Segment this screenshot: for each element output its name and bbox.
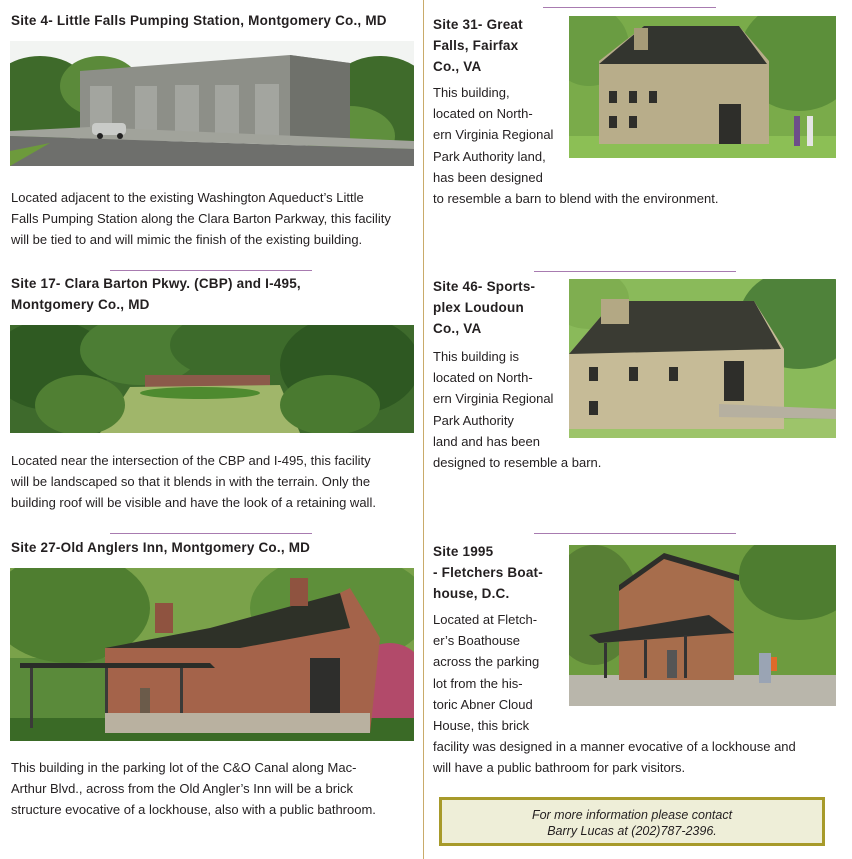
site31-body-line: This building, [433, 85, 510, 100]
site1995-title-line: house, D.C. [433, 586, 510, 601]
site31-title-line: Site 31- Great [433, 17, 523, 32]
section-rule [543, 7, 716, 8]
site27-photo [10, 568, 414, 741]
site4-photo [10, 41, 414, 166]
site1995-body-line: will have a public bathroom for park visitors. [433, 760, 686, 776]
site4-body [11, 187, 411, 251]
site46-title-line: Co., VA [433, 321, 482, 336]
site1995-body-line: House, this brick [433, 718, 530, 734]
site17-title-line: Site 17- Clara Barton Pkwy. (CBP) and I-495, [11, 276, 301, 291]
site31-title [433, 14, 523, 77]
section-rule [110, 270, 312, 271]
site46-body-line: designed to resemble a barn. [433, 455, 602, 471]
site31-body-line: has been designed [433, 169, 543, 185]
site1995-body-line: across the parking [433, 654, 540, 670]
site27-body-line: This building in the parking lot of the C&O Canal along Mac- [11, 760, 357, 775]
site46-body-line: land and has been [433, 433, 540, 449]
site1995-title-line: - Fletchers Boat- [433, 565, 543, 580]
site1995-body-line: toric Abner Cloud [433, 696, 533, 712]
site46-body [433, 346, 843, 473]
site31-title-line: Co., VA [433, 59, 482, 74]
site4-body-line: Located adjacent to the existing Washington Aqueduct’s Little [11, 190, 364, 205]
site46-body-line: Park Authority [433, 412, 514, 428]
site1995-body [433, 609, 843, 779]
site17-photo [10, 325, 414, 433]
site31-body [433, 82, 843, 209]
site1995-body-line: lot from the his- [433, 675, 523, 691]
site27-body-line: structure evocative of a lockhouse, also with a public bathroom. [11, 802, 376, 818]
site46-title-line: Site 46- Sports- [433, 279, 536, 294]
site31-body-line: to resemble a barn to blend with the environment. [433, 191, 719, 207]
site46-body-line: This building is [433, 349, 519, 364]
site4-body-line: will be tied to and will mimic the finish of the existing building. [11, 232, 363, 248]
site31-body-line: located on North- [433, 106, 533, 122]
site46-body-line: ern Virginia Regional [433, 391, 554, 407]
site46-title-line: plex Loudoun [433, 300, 524, 315]
site1995-body-line: facility was designed in a manner evocative of a lockhouse and [433, 739, 796, 755]
site17-body [11, 450, 411, 514]
site1995-body-line: Located at Fletch- [433, 612, 538, 627]
contact-phone: Barry Lucas at (202)787-2396. [547, 824, 717, 838]
site4-body-line: Falls Pumping Station along the Clara Barton Parkway, this facility [11, 211, 391, 227]
site31-body-line: ern Virginia Regional [433, 127, 554, 143]
site27-body [11, 757, 416, 821]
column-divider [423, 0, 424, 859]
site27-body-line: Arthur Blvd., across from the Old Angler’s Inn will be a brick [11, 781, 353, 797]
site46-title [433, 276, 535, 339]
site17-title-line: Montgomery Co., MD [11, 297, 150, 312]
contact-box [439, 797, 825, 846]
section-rule [110, 533, 312, 534]
site17-body-line: building roof will be visible and have the look of a retaining wall. [11, 495, 376, 511]
site1995-title-line: Site 1995 [433, 544, 494, 559]
site4-title: Site 4- Little Falls Pumping Station, Montgomery Co., MD [11, 13, 387, 28]
site17-body-line: will be landscaped so that it blends in with the terrain. Only the [11, 474, 371, 490]
site17-body-line: Located near the intersection of the CBP and I-495, this facility [11, 453, 371, 468]
site17-title [11, 273, 301, 315]
site1995-body-line: er’s Boathouse [433, 633, 520, 649]
site31-body-line: Park Authority land, [433, 148, 546, 164]
site27-title: Site 27-Old Anglers Inn, Montgomery Co., MD [11, 540, 311, 555]
section-rule [534, 271, 736, 272]
section-rule [534, 533, 736, 534]
site31-title-line: Falls, Fairfax [433, 38, 519, 53]
contact-line: For more information please contact [531, 808, 733, 822]
site1995-title [433, 541, 543, 604]
site46-body-line: located on North- [433, 370, 533, 386]
